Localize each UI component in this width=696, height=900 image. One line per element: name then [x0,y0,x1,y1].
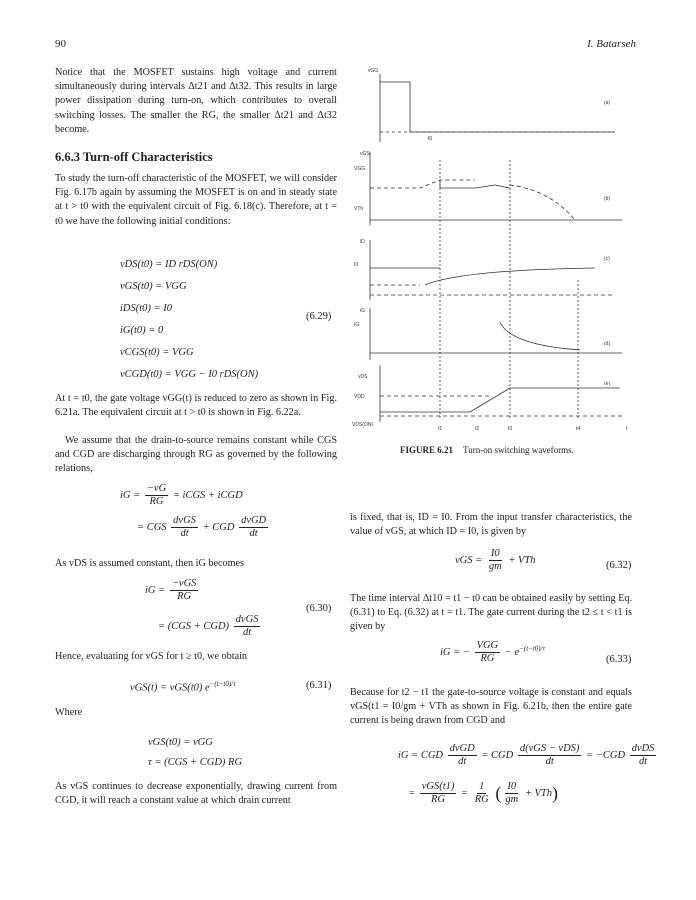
eq-f1-frac1 [448,743,477,768]
eq-ig-num: −vG [146,483,167,494]
eq-ig-den: RG [149,496,164,507]
eq-f1-rhs: = −CGD [586,749,626,761]
axis-label-ig: iG [360,308,365,314]
eq-ig-frac [145,483,168,508]
eq-633-exponent: −(t−t0)/τ [519,644,546,653]
eq-630-num2: dvGS [235,614,259,625]
eq-f1-frac3 [630,743,657,768]
eq-ig2-prefix: = CGS [137,521,167,533]
trace-ig [500,322,580,350]
eq-f1-num2: d(vGS − vDS) [519,743,580,754]
eq-ig-line1 [120,483,243,508]
eq-632-num: I0 [490,548,500,559]
eq-f2-paren-den: gm [505,794,519,805]
at-t0-paragraph: At t = t0, the gate voltage vGG(t) is reduced to zero as shown in Fig. 6.21a. The equivalent circuit at t > t0 is shown in Fig. 6.22a. [55,393,337,419]
eq-ig2-num2: dvGD [241,515,267,526]
section-title: Turn-off Characteristics [82,150,213,164]
ic-line-5: vCGS(t0) = VGG [120,347,194,358]
eq-632-rhs: + VTh [508,554,536,566]
trace-vgs [440,180,510,188]
study-paragraph: To study the turn-off characteristic of the MOSFET, we will consider Fig. 6.17b again by assuming the MOSFET is on and in steady state at t > t0 with the equivalent circuit of Fig. 6.18(c). Therefore, at t = t0 we have the following initial conditions: [55,173,337,227]
intro-paragraph: Notice that the MOSFET sustains high voltage and current simultaneously during intervals Δt21 and Δt32. This results in large power dissipation during turn-on, which contributes to overall switching losses. The smaller the RG, the smaller Δt21 and Δt32 become. [55,67,337,135]
eq-630-line2 [158,614,262,639]
initial-conditions [120,254,258,386]
trace-vgs-decay [510,185,575,220]
fixed-paragraph: is fixed, that is, ID = I0. From the input transfer characteristics, the value of vGS, at which ID = I0, is given by [350,512,632,538]
eq-final-line2 [408,781,558,806]
eq-ig2-den2: dt [249,528,258,539]
eq-final-line1 [398,743,658,768]
eq-630-num: −vGS [171,578,197,589]
eq-630-lhs: iG = [145,584,166,596]
eq-633-frac [475,640,501,665]
axis-label-id: iD [360,239,365,245]
eq-f1-den3: dt [638,756,648,767]
eq-f2-frac1 [420,781,457,806]
axis-label-vth: VTh [354,206,364,212]
where-label: Where [55,707,83,718]
eq-ig2-frac1 [171,515,198,540]
eq-632-den: gm [488,561,502,572]
where-line-2: τ = (CGS + CGD) RG [148,757,243,768]
eq-630-frac2 [234,614,261,639]
axis-label-vdd: VDD [354,394,365,400]
eq-f1-num3: dvDS [631,743,655,754]
eq-ig2-den1: dt [180,528,189,539]
eq-f1-frac2 [518,743,582,768]
eq-f2-mid: = [461,787,469,799]
ic-line-1: vDS(t0) = ID rDS(ON) [120,259,218,270]
eq-633 [440,640,545,665]
where-lines [148,733,242,773]
eq-f1-den2: dt [545,756,554,767]
tick-label-t: t [626,426,628,432]
panel-label-c: (c) [604,256,610,262]
where-line-1: vGS(t0) = vGG [148,737,213,748]
eq-number-629: (6.29) [306,311,332,322]
eq-f1-lhs: iG = CGD [398,749,444,761]
panel-label-d: (d) [604,341,611,347]
eq-631 [130,680,236,694]
figure-caption [400,445,574,455]
figure-caption-text: Turn-on switching waveforms. [463,445,574,455]
tick-label-t4: t4 [576,426,581,432]
eq-630-frac1 [170,578,199,603]
eq-f2-paren-rhs: + VTh [524,787,553,799]
running-author: I. Batarseh [587,38,636,50]
eq-631-text: vGS(t) = vGS(t0) e [130,682,210,694]
tick-label-t3: t3 [508,426,513,432]
eq-ig-lhs: iG = [120,489,141,501]
eq-number-630: (6.30) [306,603,332,614]
ic-line-2: vGS(t0) = VGG [120,281,187,292]
ic-line-6: vCGD(t0) = VGG − I0 rDS(ON) [120,369,259,380]
eq-f2-paren-open: ( [495,783,502,803]
as-vds-paragraph: As vDS is assumed constant, then iG becomes [55,558,245,569]
eq-f2-den1: RG [431,794,446,805]
eq-f1-num1: dvGD [449,743,475,754]
eq-f1-mid: = CGD [481,749,514,761]
eq-ig2-mid: + CGD [202,521,235,533]
eq-f2-den2: RG [474,794,489,805]
tick-label-t2: t2 [475,426,480,432]
eq-632-frac [487,548,504,573]
figure-number: FIGURE 6.21 [400,445,454,455]
section-number: 6.6.3 [55,150,80,164]
eq-f2-num1: vGS(t1) [421,781,455,792]
trace-vgg [380,82,615,132]
eq-630-den2: dt [242,627,252,638]
eq-f2-paren-close: ) [552,783,559,803]
eq-number-633: (6.33) [606,654,632,665]
eq-f2-paren-num: I0 [507,781,517,792]
eq-633-den: RG [480,653,495,664]
eq-632 [455,548,536,573]
because-paragraph: Because for t2 − t1 the gate-to-source voltage is constant and equals vGS(t1 = I0/gm + VTh as shown in Fig. 6.21b, then the entire gate current is being drawn from CGD and [350,687,632,727]
axis-label-vds: vDS [358,374,368,380]
eq-630-line2-prefix: = (CGS + CGD) [158,620,230,632]
section-heading [55,150,213,165]
panel-label-a: (a) [604,100,611,106]
panel-label-b: (b) [604,196,611,202]
axis-label-vds-on: VDS(ON) [352,422,374,428]
page-number: 90 [55,38,66,50]
eq-632-lhs: vGS = [455,554,483,566]
eq-633-num: VGG [476,640,499,651]
eq-630-den: RG [177,591,192,602]
eq-f1-den1: dt [458,756,467,767]
axis-label-vgg: vGG [368,68,379,74]
eq-f2-prefix: = [408,787,416,799]
axis-label-vgs: vGS [360,151,370,157]
eq-f2-frac2 [473,781,491,806]
axis-label-i0: I0 [354,262,359,268]
eq-631-exponent: −(t−t0)/τ [209,680,236,688]
trace-vds [380,388,620,412]
ic-line-4: iG(t0) = 0 [120,325,164,336]
hence-paragraph: Hence, evaluating for vGS for t ≥ t0, we obtain [55,651,248,662]
as-vgs-paragraph: As vGS continues to decrease exponentially, drawing current from CGD, it will reach a constant value at which drain current [55,781,337,807]
eq-630-line1 [145,578,200,603]
axis-label-vgg-level: VGG [354,166,366,172]
time-interval-paragraph: The time interval Δt10 = t1 − t0 can be obtained easily by setting Eq. (6.31) to Eq. (6.32) at t = t1. The gate current during the t2 ≤ t < t1 is given by [350,593,632,633]
figure-6-21 [350,60,640,440]
eq-ig2-num1: dvGS [173,515,196,526]
eq-633-lhs: iG = − [440,646,470,658]
eq-number-631: (6.31) [306,680,332,691]
axis-label-ig-level: IG [354,322,360,328]
tick-label-t0: t0 [428,136,433,142]
eq-ig-line2 [137,515,270,540]
eq-f2-frac3 [503,781,520,806]
eq-ig2-frac2 [239,515,268,540]
ic-line-3: iDS(t0) = I0 [120,303,172,314]
eq-f2-num2: 1 [479,781,485,792]
assume-paragraph: We assume that the drain-to-source remains constant while CGS and CGD are discharging through RG as governed by the following relations, [55,435,337,475]
tick-label-t1: t1 [438,426,443,432]
eq-633-mid: − e [504,646,520,658]
eq-ig-rhs: = iCGS + iCGD [172,489,243,501]
trace-vgs-dash [370,180,475,188]
panel-label-e: (e) [604,381,611,387]
eq-number-632: (6.32) [606,560,632,571]
